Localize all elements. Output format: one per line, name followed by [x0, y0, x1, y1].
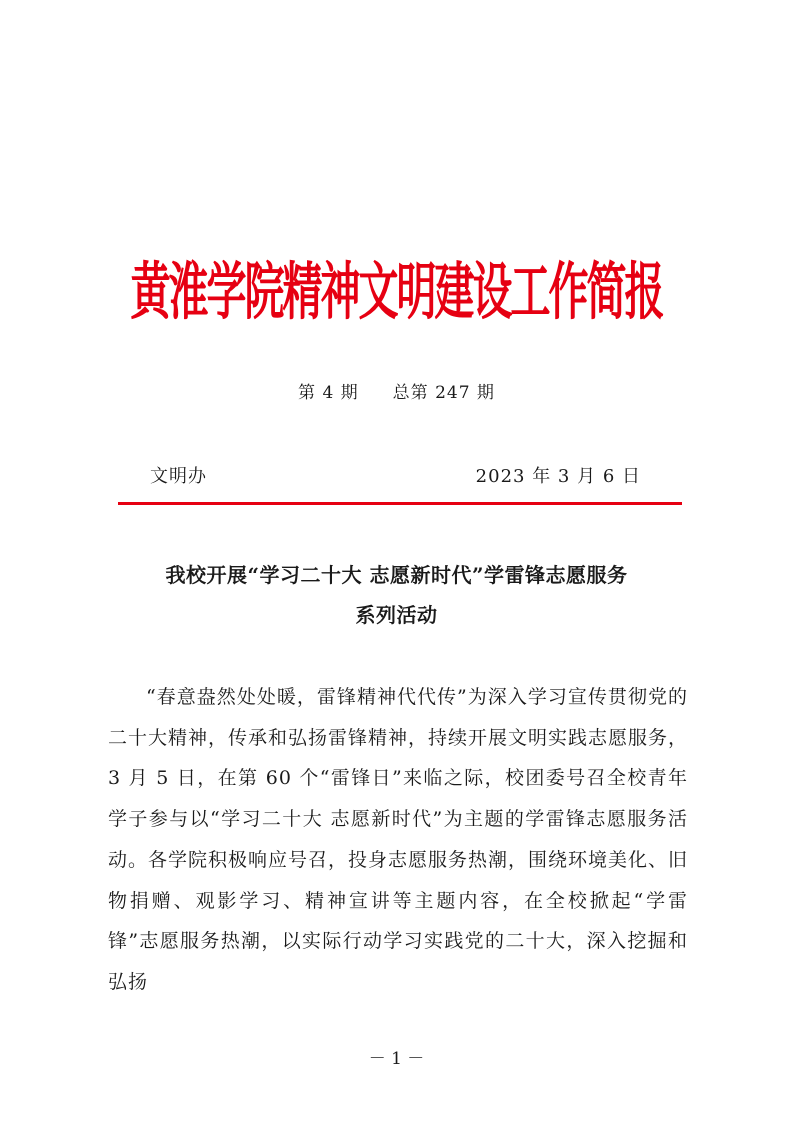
- header-divider: [118, 502, 682, 505]
- page-number: － 1 －: [368, 1049, 425, 1069]
- issue-number: 第 4 期: [298, 383, 359, 403]
- total-issue-number: 总第 247 期: [392, 383, 495, 403]
- bulletin-masthead: 黄淮学院精神文明建设工作简报: [130, 255, 663, 329]
- article-title-line-2: 系列活动: [355, 603, 438, 627]
- issuer: 文明办: [150, 466, 207, 487]
- article-title: [110, 555, 683, 635]
- article-body: “春意盎然处处暖，雷锋精神代代传”为深入学习宣传贯彻党的二十大精神，传承和弘扬雷锋精神，持续开展文明实践志愿服务，3 月 5 日，在第 60 个“雷锋日”来临之际，校团委号召全校青年学子参与以“学习二十大 志愿新时代”为主题的学雷锋志愿服务活动。各学院积极响应号召，投身志愿服务热潮，围绕环境美化、旧物捐赠、观影学习、精神宣讲等主题内容，在全校掀起“学雷锋”志愿服务热潮，以实际行动学习实践党的二十大，深入挖掘和弘扬: [108, 686, 689, 993]
- issue-line: [0, 378, 793, 403]
- issue-date: 2023 年 3 月 6 日: [475, 466, 641, 487]
- article-title-line-1: 我校开展“学习二十大 志愿新时代”学雷锋志愿服务: [165, 563, 628, 587]
